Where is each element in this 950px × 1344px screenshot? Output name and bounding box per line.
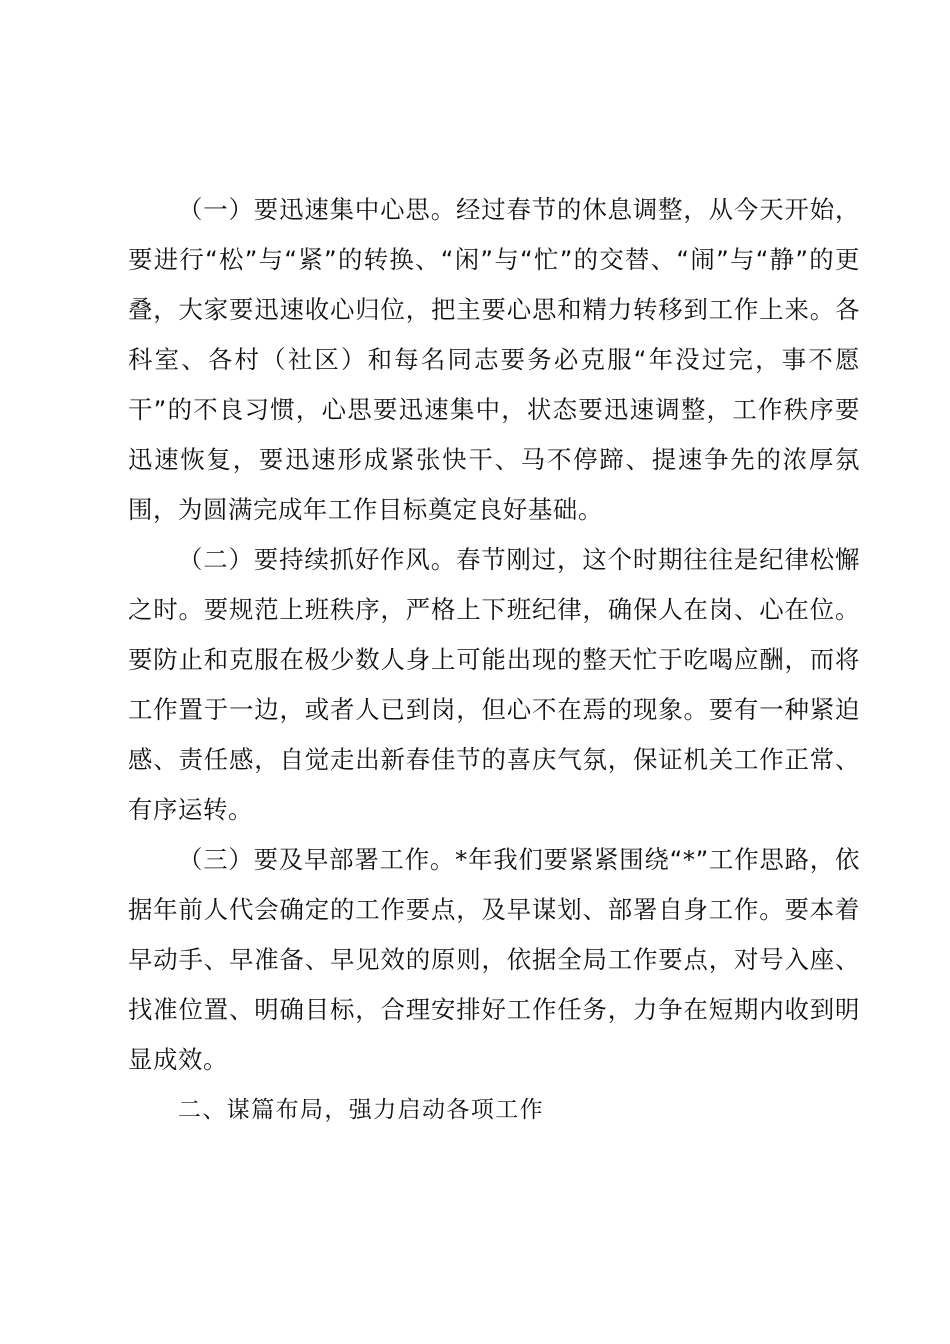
document-body (128, 185, 860, 1135)
paragraph-focus-mind: （一）要迅速集中心思。经过春节的休息调整，从今天开始，要进行“松”与“紧”的转换、“闲”与“忙”的交替、“闹”与“静”的更叠，大家要迅速收心归位，把主要心思和精力转移到工作上来。各科室、各村（社区）和每名同志要务必克服“年没过完，事不愿干”的不良习惯，心思要迅速集中，状态要迅速调整，工作秩序要迅速恢复，要迅速形成紧张快干、马不停蹄、提速争先的浓厚氛围，为圆满完成年工作目标奠定良好基础。 (128, 195, 860, 524)
paragraph-work-style: （二）要持续抓好作风。春节刚过，这个时期往往是纪律松懈之时。要规范上班秩序，严格上下班纪律，确保人在岗、心在位。要防止和克服在极少数人身上可能出现的整天忙于吃喝应酬，而将工作置于一边，或者人已到岗，但心不在焉的现象。要有一种紧迫感、责任感，自觉走出新春佳节的喜庆气氛，保证机关工作正常、有序运转。 (128, 545, 860, 824)
section-heading: 二、谋篇布局，强力启动各项工作 (178, 1097, 544, 1123)
paragraph-early-deployment: （三）要及早部署工作。*年我们要紧紧围绕“*”工作思路，依据年前人代会确定的工作要点，及早谋划、部署自身工作。要本着早动手、早准备、早见效的原则，依据全局工作要点，对号入座、找准位置、明确目标，合理安排好工作任务，力争在短期内收到明显成效。 (128, 845, 860, 1074)
